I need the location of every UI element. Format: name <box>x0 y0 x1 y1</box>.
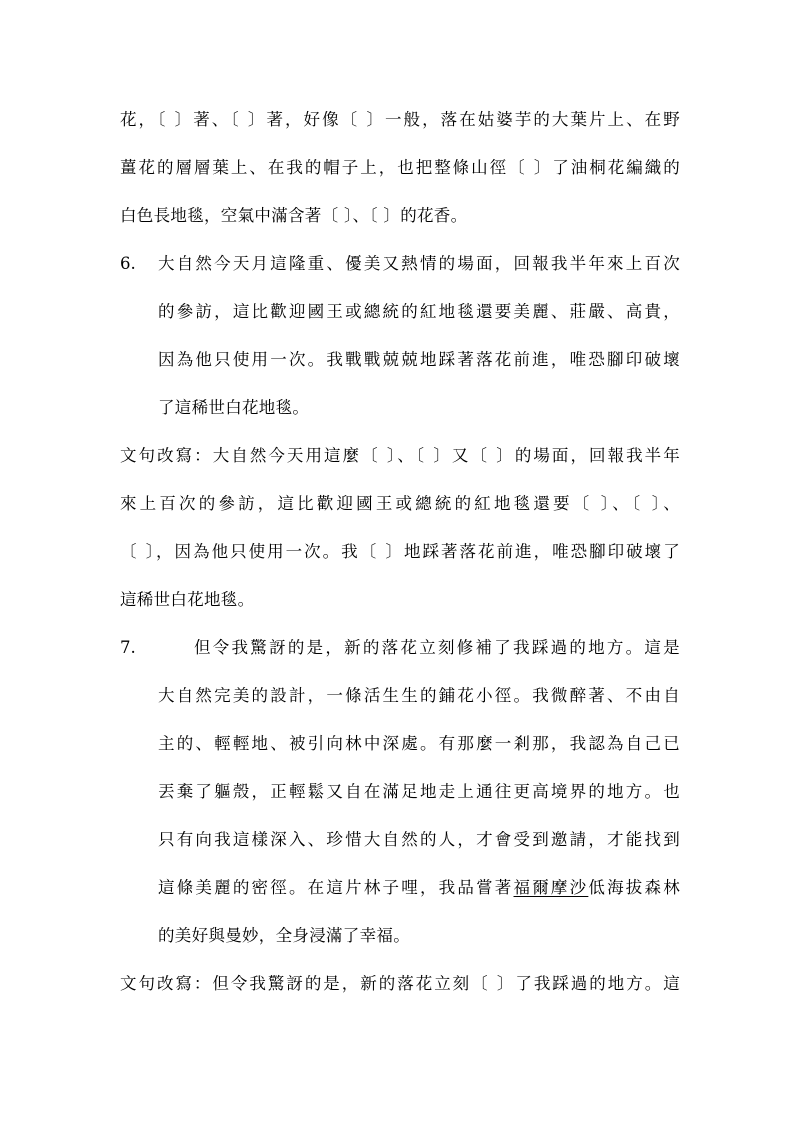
item-7-line-5: 只有向我這樣深入、珍惜大自然的人，才會受到邀請，才能找到 <box>158 830 680 849</box>
item-7-number: 7. <box>120 638 136 657</box>
item-7-line-3: 主的、輕輕地、被引向林中深處。有那麼一剎那，我認為自己已 <box>158 734 680 753</box>
intro-line-3: 白色長地毯，空氣中滿含著〔 〕、〔 〕的花香。 <box>120 206 468 225</box>
item-6-number: 6. <box>120 254 136 273</box>
item-7-line-2: 大自然完美的設計，一條活生生的鋪花小徑。我微醉著、不由自 <box>158 686 680 705</box>
item-7-line-7: 的美好與曼妙，全身浸滿了幸福。 <box>158 926 410 945</box>
rewrite-7-line-1: 文句改寫：但令我驚訝的是，新的落花立刻〔 〕了我踩過的地方。這 <box>120 974 680 993</box>
item-6-line-3: 因為他只使用一次。我戰戰兢兢地踩著落花前進，唯恐腳印破壞 <box>158 350 680 369</box>
item-7-line-6-end: 低海拔森林 <box>588 878 681 897</box>
rewrite-6-line-4: 這稀世白花地毯。 <box>120 590 255 609</box>
rewrite-6-line-2: 來上百次的參訪，這比歡迎國王或總統的紅地毯還要〔 〕、〔 〕、 <box>120 494 680 513</box>
item-7-line-6 <box>158 876 680 900</box>
item-7-line-6-start: 這條美麗的密徑。在這片林子哩，我品嘗著 <box>158 878 514 897</box>
intro-line-2: 薑花的層層葉上、在我的帽子上，也把整條山徑〔 〕了油桐花編織的 <box>120 158 680 177</box>
place-name-underlined: 福爾摩沙 <box>513 878 589 897</box>
intro-line-1: 花，〔 〕著、〔 〕著，好像〔 〕一般，落在姑婆芋的大葉片上、在野 <box>120 110 680 129</box>
rewrite-6-line-1: 文句改寫：大自然今天用這麼〔 〕、〔 〕又〔 〕的場面，回報我半年 <box>120 446 680 465</box>
item-7-line-1: 但令我驚訝的是，新的落花立刻修補了我踩過的地方。這是 <box>194 638 680 657</box>
item-6-line-4: 了這稀世白花地毯。 <box>158 398 310 417</box>
item-6-line-2: 的參訪，這比歡迎國王或總統的紅地毯還要美麗、莊嚴、高貴， <box>158 302 680 321</box>
item-6-line-1: 大自然今天月這隆重、優美又熱情的場面，回報我半年來上百次 <box>158 254 680 273</box>
rewrite-6-line-3: 〔 〕，因為他只使用一次。我〔 〕地踩著落花前進，唯恐腳印破壞了 <box>120 542 680 561</box>
item-7-line-4: 丟棄了軀殼，正輕鬆又自在滿足地走上通往更高境界的地方。也 <box>158 782 680 801</box>
